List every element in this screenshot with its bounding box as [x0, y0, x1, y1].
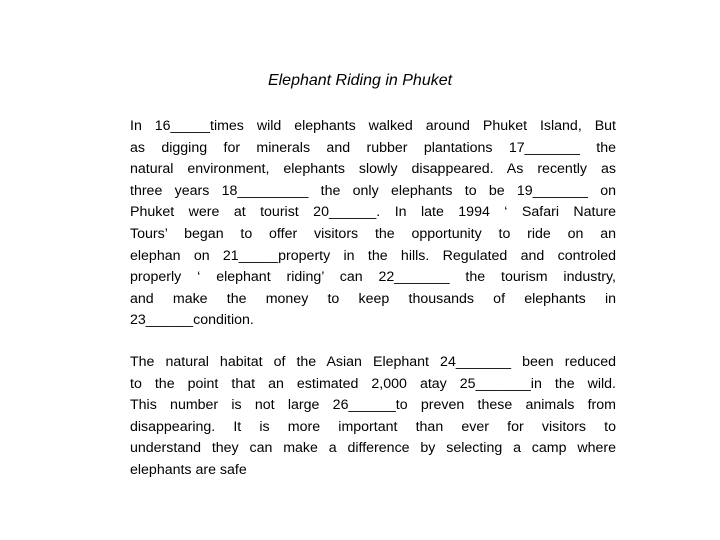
paragraph-line: properly ‘ elephant riding’ can 22_______ the tourism industry,	[130, 269, 616, 286]
paragraph-line: disappearing. It is more important than ever for visitors to	[130, 418, 616, 435]
paragraph-line: natural environment, elephants slowly disappeared. As recently as	[130, 161, 616, 178]
paragraph-line: as digging for minerals and rubber plantations 17_______ the	[130, 139, 616, 156]
paragraph-line: understand they can make a difference by selecting a camp where	[130, 440, 616, 457]
paragraph-line: This number is not large 26______to preven these animals from	[130, 397, 616, 414]
paragraph-line: The natural habitat of the Asian Elephant 24_______ been reduced	[130, 354, 616, 370]
document-title: Elephant Riding in Phuket	[267, 72, 453, 89]
paragraph-line: and make the money to keep thousands of elephants in	[130, 290, 616, 307]
paragraph-line: to the point that an estimated 2,000 atay 25_______in the wild.	[130, 375, 616, 392]
paragraph-line: Phuket were at tourist 20______. In late 1994 ‘ Safari Nature	[130, 204, 616, 221]
paragraph-1	[130, 116, 616, 332]
paragraph-line: 23______condition.	[130, 312, 254, 329]
paragraph-line: Tours’ began to offer visitors the opportunity to ride on an	[130, 225, 616, 242]
paragraph-line: three years 18_________ the only elephants to be 19_______ on	[130, 182, 616, 199]
paragraph-line: elephants are safe	[130, 461, 247, 478]
paragraph-2	[130, 352, 616, 482]
paragraph-line: elephan on 21_____property in the hills. Regulated and controled	[130, 247, 616, 264]
paragraph-line: In 16_____times wild elephants walked around Phuket Island, But	[130, 118, 616, 134]
